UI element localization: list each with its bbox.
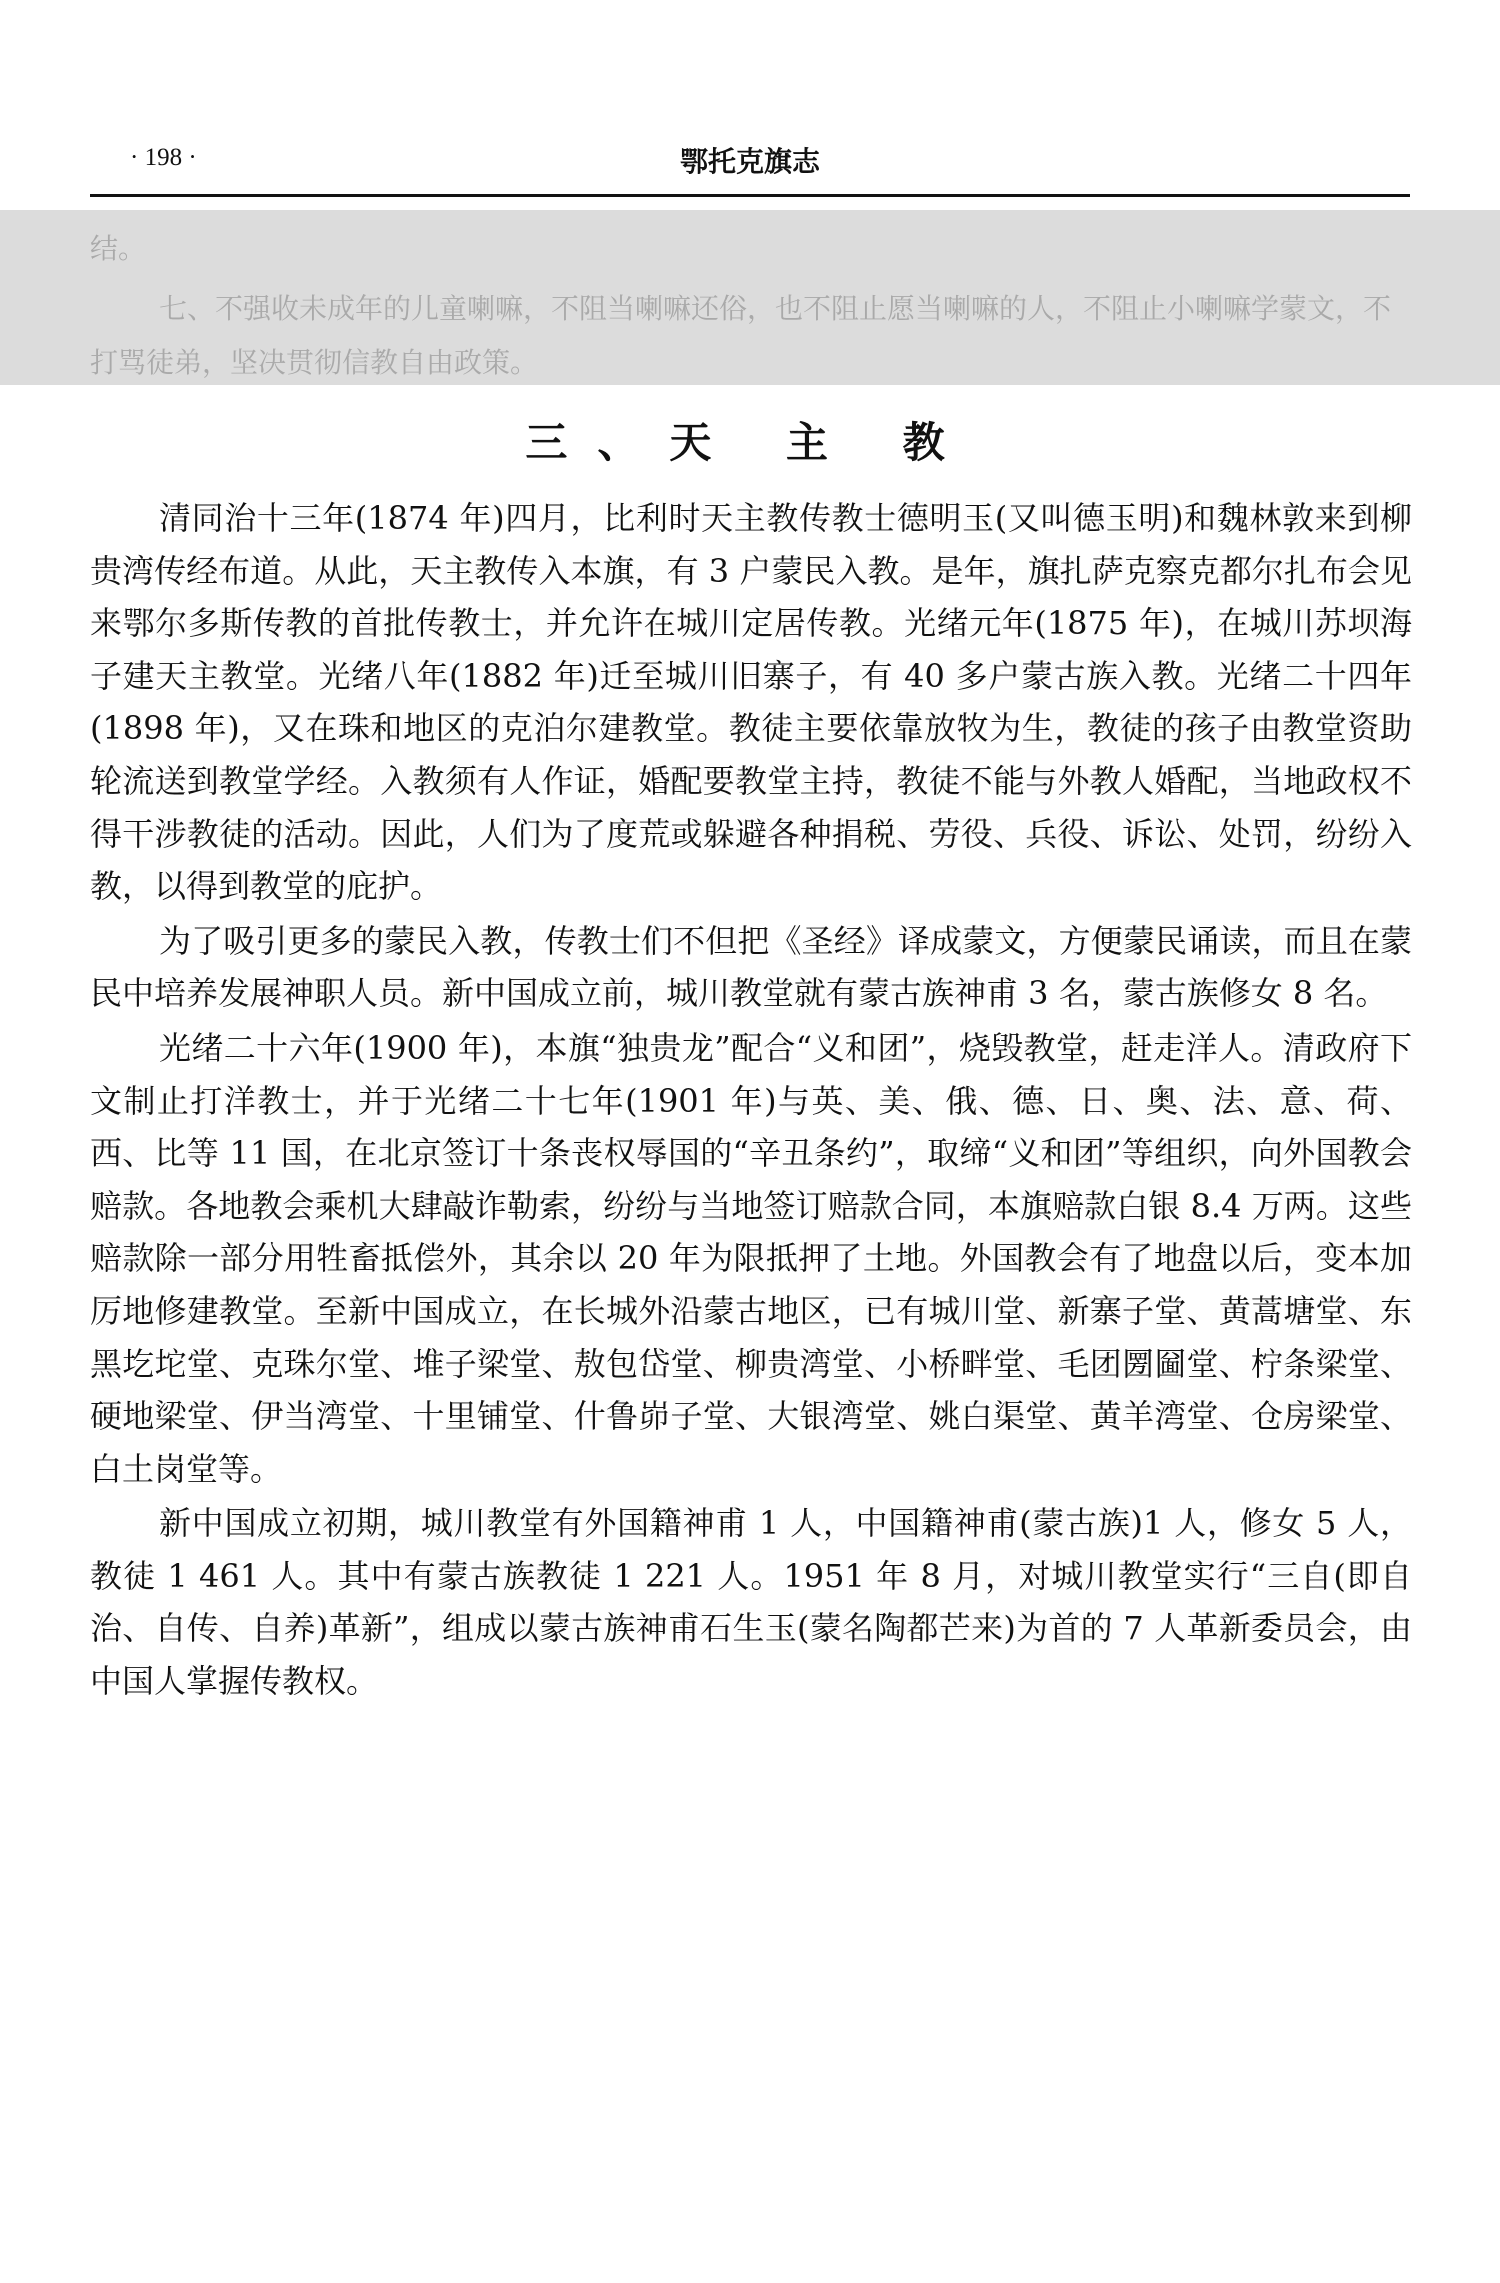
body-paragraph: 新中国成立初期，城川教堂有外国籍神甫 1 人，中国籍神甫(蒙古族)1 人，修女 5 人，教徒 1 461 人。其中有蒙古族教徒 1 221 人。1951 年 8 月，对城川教堂实行“三自(即自治、自传、自养)革新”，组成以蒙古族神甫石生玉(蒙名陶都芒来)为首的 7 人革新委员会，由中国人掌握传教权。 xyxy=(90,1504,1412,1701)
faded-item-seven: 七、不强收未成年的儿童喇嘛，不阻当喇嘛还俗，也不阻止愿当喇嘛的人，不阻止小喇嘛学蒙文，不打骂徒弟，坚决贯彻信教自由政策。 xyxy=(90,292,1392,379)
section-body xyxy=(90,492,1412,1708)
page-number: · 198 · xyxy=(130,144,197,171)
faded-continuation-line: 结。 xyxy=(90,232,147,265)
running-title: 鄂托克旗志 xyxy=(679,145,820,178)
section-heading: 三、天 主 教 xyxy=(525,418,975,467)
body-paragraph: 光绪二十六年(1900 年)，本旗“独贵龙”配合“义和团”，烧毁教堂，赶走洋人。清政府下文制止打洋教士，并于光绪二十七年(1901 年)与英、美、俄、德、日、奥、法、意、荷、西、比等 11 国，在北京签订十条丧权辱国的“辛丑条约”，取缔“义和团”等组织，向外国教会赔款。各地教会乘机大肆敲诈勒索，纷纷与当地签订赔款合同，本旗赔款白银 8.4 万两。这些赔款除一部分用牲畜抵偿外，其余以 20 年为限抵押了土地。外国教会有了地盘以后，变本加厉地修建教堂。至新中国成立，在长城外沿蒙古地区，已有城川堂、新寨子堂、黄蒿塘堂、东黑圪坨堂、克珠尔堂、堆子梁堂、敖包岱堂、柳贵湾堂、小桥畔堂、毛团圐圙堂、柠条梁堂、硬地梁堂、伊当湾堂、十里铺堂、什鲁峁子堂、大银湾堂、姚白渠堂、黄羊湾堂、仓房梁堂、白土岗堂等。 xyxy=(90,1028,1412,1488)
page-header xyxy=(90,140,1410,188)
body-paragraph: 为了吸引更多的蒙民入教，传教士们不但把《圣经》译成蒙文，方便蒙民诵读，而且在蒙民中培养发展神职人员。新中国成立前，城川教堂就有蒙古族神甫 3 名，蒙古族修女 8 名。 xyxy=(90,921,1412,1013)
header-rule xyxy=(90,194,1410,197)
body-paragraph: 清同治十三年(1874 年)四月，比利时天主教传教士德明玉(又叫德玉明)和魏林敦来到柳贵湾传经布道。从此，天主教传入本旗，有 3 户蒙民入教。是年，旗扎萨克察克都尔扎布会见来鄂尔多斯传教的首批传教士，并允许在城川定居传教。光绪元年(1875 年)，在城川苏坝海子建天主教堂。光绪八年(1882 年)迁至城川旧寨子，有 40 多户蒙古族入教。光绪二十四年(1898 年)，又在珠和地区的克泊尔建教堂。教徒主要依靠放牧为生，教徒的孩子由教堂资助轮流送到教堂学经。入教须有人作证，婚配要教堂主持，教徒不能与外教人婚配，当地政权不得干涉教徒的活动。因此，人们为了度荒或躲避各种捐税、劳役、兵役、诉讼、处罚，纷纷入教，以得到教堂的庇护。 xyxy=(90,499,1412,906)
